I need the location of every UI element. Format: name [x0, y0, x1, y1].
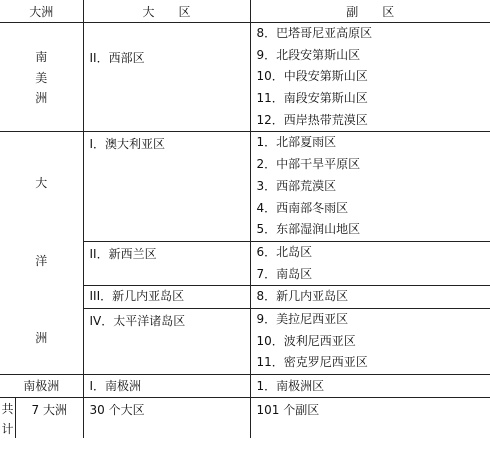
- major-region-label: II．西部区: [89, 51, 145, 65]
- major-region-sa-west: [83, 23, 250, 132]
- row-antarctica: [0, 375, 490, 398]
- sub-region-item: 3．西部荒漠区: [256, 178, 337, 193]
- sub-region-item: 12．西岸热带荒漠区: [256, 112, 368, 127]
- continent-south-america: [0, 23, 83, 132]
- continent-char: 洲: [35, 331, 48, 346]
- major-region-label: II．新西兰区: [89, 246, 157, 261]
- continent-char: 洋: [35, 253, 48, 268]
- major-region-label: I．澳大利亚区: [89, 137, 166, 152]
- header-major-region: 大 区: [83, 0, 250, 23]
- header-sub-region: 副 区: [250, 0, 490, 23]
- row-total: [0, 398, 490, 439]
- major-region-new-guinea: [83, 286, 250, 309]
- sub-list-australia: [250, 132, 490, 241]
- sub-region-item: 11．密克罗尼西亚区: [256, 355, 368, 370]
- sub-list-new-guinea: [250, 286, 490, 309]
- major-region-label: IV．太平洋诸岛区: [89, 313, 186, 328]
- sub-region-item: 1．北部夏雨区: [256, 135, 337, 150]
- continent-oceania: [0, 132, 83, 375]
- total-continents-cell: [0, 398, 83, 439]
- total-label: [0, 398, 16, 438]
- sub-region-item: 4．西南部冬雨区: [256, 200, 349, 215]
- continent-char: 洲: [35, 91, 48, 105]
- sub-region-item: 10．中段安第斯山区: [256, 69, 368, 84]
- continent-antarctica: 南极洲: [0, 375, 83, 398]
- sub-region-item: 8．新几内亚岛区: [256, 289, 349, 304]
- header-row: [0, 0, 490, 23]
- sub-region-item: 8．巴塔哥尼亚高原区: [256, 26, 373, 40]
- sub-list-sa: [250, 23, 490, 132]
- continent-char: 南: [35, 50, 48, 64]
- continent-char: 美: [35, 70, 48, 85]
- sub-region-item: 5．东部湿润山地区: [256, 222, 361, 237]
- row-south-america: [0, 23, 490, 132]
- major-region-new-zealand: [83, 241, 250, 285]
- total-continents: 7 大洲: [31, 403, 67, 417]
- continent-char: 大: [35, 176, 48, 191]
- sub-region-item: 11．南段安第斯山区: [256, 91, 368, 106]
- total-label-char: 计: [1, 421, 14, 436]
- major-region-australia: [83, 132, 250, 241]
- major-region-label: III．新几内亚岛区: [89, 289, 185, 304]
- major-region-antarctica: I．南极洲: [83, 375, 250, 398]
- sub-region-item: 2．中部干旱平原区: [256, 157, 361, 172]
- sub-region-item: 10．波利尼西亚区: [256, 333, 356, 348]
- total-label-char: 共: [1, 401, 14, 416]
- total-major-regions: 30 个大区: [83, 398, 250, 439]
- sub-region-item: 6．北岛区: [256, 244, 313, 259]
- sub-list-new-zealand: [250, 241, 490, 285]
- sub-region-item: 7．南岛区: [256, 266, 313, 281]
- sub-region-item: 9．美拉尼西亚区: [256, 311, 349, 326]
- major-region-pacific: [83, 308, 250, 374]
- header-continent: 大洲: [0, 0, 83, 23]
- sub-region-antarctica: 1．南极洲区: [250, 375, 490, 398]
- sub-list-pacific: [250, 308, 490, 374]
- row-oceania-australia: [0, 132, 490, 241]
- total-sub-regions: 101 个副区: [250, 398, 490, 439]
- sub-region-item: 9．北段安第斯山区: [256, 47, 361, 62]
